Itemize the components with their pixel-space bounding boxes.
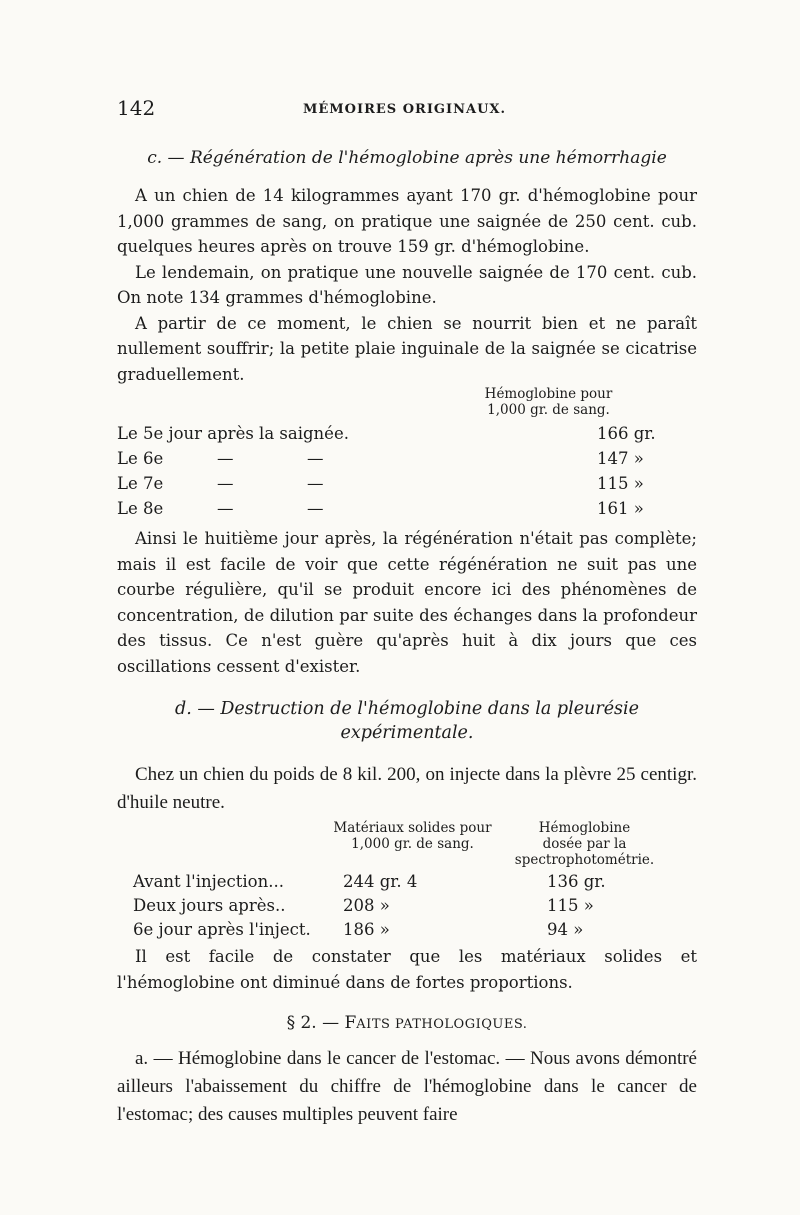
- paragraph: Il est facile de constater que les matériaux solides et l'hémoglobine ont diminué dans de fortes proportions.: [117, 947, 697, 992]
- section-d-heading: d. — Destruction de l'hémoglobine dans la pleurésie expérimentale.: [175, 699, 639, 743]
- table2-header-line: Matériaux solides pour: [333, 820, 492, 836]
- row-label: Avant l'injection...: [133, 872, 284, 891]
- table-row: [133, 896, 693, 920]
- section-c-body: [117, 183, 697, 387]
- paragraph: A un chien de 14 kilogrammes ayant 170 gr. d'hémoglobine pour 1,000 grammes de sang, on pratique une saignée de 250 cent. cub. quelques heures après on trouve 159 gr. d'hémoglobine.: [117, 186, 697, 256]
- row-value: 166 gr.: [597, 424, 656, 443]
- page-number: 142: [117, 96, 156, 120]
- paragraph: a. — Hémoglobine dans le cancer de l'estomac. — Nous avons démontré ailleurs l'abaissement du chiffre de l'hémoglobine dans le cancer de l'estomac; des causes multiples peuvent faire: [117, 1048, 697, 1125]
- table2-header-line: 1,000 gr. de sang.: [351, 836, 474, 852]
- row-value-solids: 244 gr. 4: [343, 872, 418, 891]
- section-c-conclusion: [117, 526, 697, 679]
- row-value-hemoglobin: 136 gr.: [547, 872, 606, 891]
- row-label: 6e jour après l'inject.: [133, 920, 311, 939]
- table2-header-solids: [325, 820, 500, 852]
- row-value: 115 »: [597, 474, 644, 493]
- section-2-prefix: § 2. — F: [286, 1013, 357, 1033]
- table1-header-line: Hémoglobine pour: [484, 386, 613, 402]
- row-label: Le 5e jour après la saignée.: [117, 424, 349, 443]
- ditto-mark: —: [307, 449, 324, 468]
- table1-header-line: 1,000 gr. de sang.: [487, 402, 610, 418]
- table1-header: [466, 386, 631, 418]
- table-row: [117, 424, 697, 448]
- table-row: [133, 872, 693, 896]
- table2-header-line: spectrophotométrie.: [514, 852, 655, 868]
- section-d-intro: [117, 761, 697, 817]
- paragraph: A partir de ce moment, le chien se nourrit bien et ne paraît nullement souffrir; la petite plaie inguinale de la saignée se cicatrise graduellement.: [117, 313, 697, 384]
- page-header: [117, 96, 692, 126]
- paragraph: Le lendemain, on pratique une nouvelle saignée de 170 cent. cub. On note 134 grammes d'hémoglobine.: [117, 262, 697, 307]
- row-value: 147 »: [597, 449, 644, 468]
- table2-header-line: Hémoglobine: [538, 820, 631, 836]
- row-label: Deux jours après..: [133, 896, 286, 915]
- row-value: 161 »: [597, 499, 644, 518]
- row-value-hemoglobin: 115 »: [547, 896, 594, 915]
- row-label: Le 6e: [117, 449, 164, 468]
- table-row: [117, 449, 697, 473]
- table2-header-line: dosée par la: [542, 836, 627, 852]
- section-c-heading: c. — Régénération de l'hémoglobine après une hémorrhagie: [147, 148, 667, 168]
- row-value-hemoglobin: 94 »: [547, 920, 584, 939]
- row-value-solids: 186 »: [343, 920, 390, 939]
- section-2-title: AITS PATHOLOGIQUES.: [356, 1017, 528, 1032]
- running-title: MÉMOIRES ORIGINAUX.: [302, 102, 507, 117]
- ditto-mark: —: [217, 499, 234, 518]
- table-row: [133, 920, 693, 944]
- row-value-solids: 208 »: [343, 896, 390, 915]
- table-row: [117, 474, 697, 498]
- section-2-body: [117, 1045, 697, 1129]
- ditto-mark: —: [307, 499, 324, 518]
- paragraph: Ainsi le huitième jour après, la régénération n'était pas complète; mais il est facile de voir que cette régénération ne suit pas une courbe régulière, qu'il se produit encore ici des phénomènes de concentration, de dilution par suite des échanges dans la profondeur des tissus. Ce n'est guère qu'après huit à dix jours que ces oscillations cessent d'exister.: [117, 529, 697, 676]
- table-row: [117, 499, 697, 523]
- paragraph: Chez un chien du poids de 8 kil. 200, on injecte dans la plèvre 25 centigr. d'huile neutre.: [117, 764, 697, 813]
- row-label: Le 7e: [117, 474, 164, 493]
- ditto-mark: —: [307, 474, 324, 493]
- ditto-mark: —: [217, 474, 234, 493]
- row-label: Le 8e: [117, 499, 164, 518]
- table2-header-hemoglobin: [507, 820, 662, 868]
- section-d-conclusion: [117, 944, 697, 995]
- ditto-mark: —: [217, 449, 234, 468]
- section-2-heading: [117, 1013, 697, 1033]
